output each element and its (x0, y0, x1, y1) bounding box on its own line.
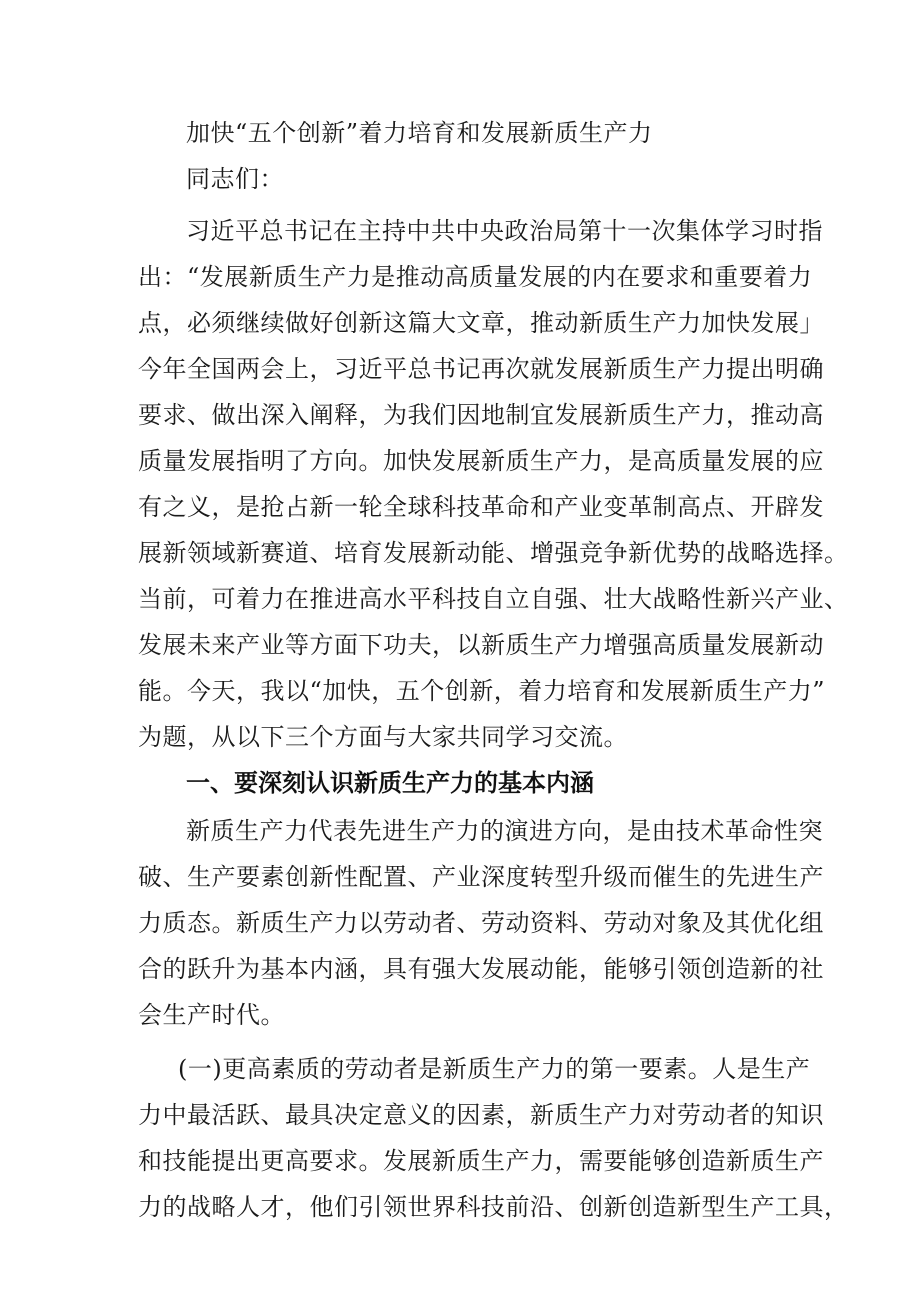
paragraph-line: 力的战略人才，他们引领世界科技前沿、创新创造新型生产工具， (138, 1193, 849, 1221)
paragraph-line: 要求、做出深入阐释，为我们因地制宜发展新质生产力，推动高 (138, 401, 824, 429)
paragraph-line: 会生产时代。 (138, 1001, 285, 1029)
paragraph-line: 点，必须继续做好创新这篇大文章，推动新质生产力加快发展」 (138, 309, 824, 337)
paragraph-line: 有之义，是抢占新一轮全球科技革命和产业变革制高点、开辟发 (138, 493, 824, 521)
paragraph-line: 展新领域新赛道、培育发展新动能、增强竞争新优势的战略选择。 (138, 539, 849, 567)
paragraph-line: 和技能提出更高要求。发展新质生产力，需要能够创造新质生产 (138, 1147, 824, 1175)
paragraph-line: 出：“发展新质生产力是推动高质量发展的内在要求和重要着力 (138, 263, 813, 291)
paragraph-line: 质量发展指明了方向。加快发展新质生产力，是高质量发展的应 (138, 447, 824, 475)
paragraph-line: 今年全国两会上，习近平总书记再次就发展新质生产力提出明确 (138, 355, 824, 383)
paragraph-line: 新质生产力代表先进生产力的演进方向，是由技术革命性突 (186, 817, 823, 845)
salutation: 同志们： (186, 165, 284, 193)
paragraph-line: 破、生产要素创新性配置、产业深度转型升级而催生的先进生产 (138, 863, 824, 891)
paragraph-line: 当前，可着力在推进高水平科技自立自强、壮大战略性新兴产业、 (138, 585, 849, 613)
section-heading: 一、要深刻认识新质生产力的基本内涵 (186, 769, 594, 797)
paragraph-line: 发展未来产业等方面下功夫，以新质生产力增强高质量发展新动 (138, 631, 824, 659)
paragraph-line: 合的跃升为基本内涵，具有强大发展动能，能够引领创造新的社 (138, 955, 824, 983)
paragraph-line: 为题，从以下三个方面与大家共同学习交流。 (138, 723, 628, 751)
document-title: 加快“五个创新”着力培育和发展新质生产力 (186, 119, 653, 147)
paragraph-line: 力中最活跃、最具决定意义的因素，新质生产力对劳动者的知识 (138, 1101, 824, 1129)
subsection-line: (一)更高素质的劳动者是新质生产力的第一要素。人是生产 (178, 1055, 811, 1083)
paragraph-line: 习近平总书记在主持中共中央政治局第十一次集体学习时指 (186, 217, 823, 245)
paragraph-line: 能。今天，我以“加快，五个创新，着力培育和发展新质生产力” (138, 677, 826, 705)
paragraph-line: 力质态。新质生产力以劳动者、劳动资料、劳动对象及其优化组 (138, 909, 824, 937)
